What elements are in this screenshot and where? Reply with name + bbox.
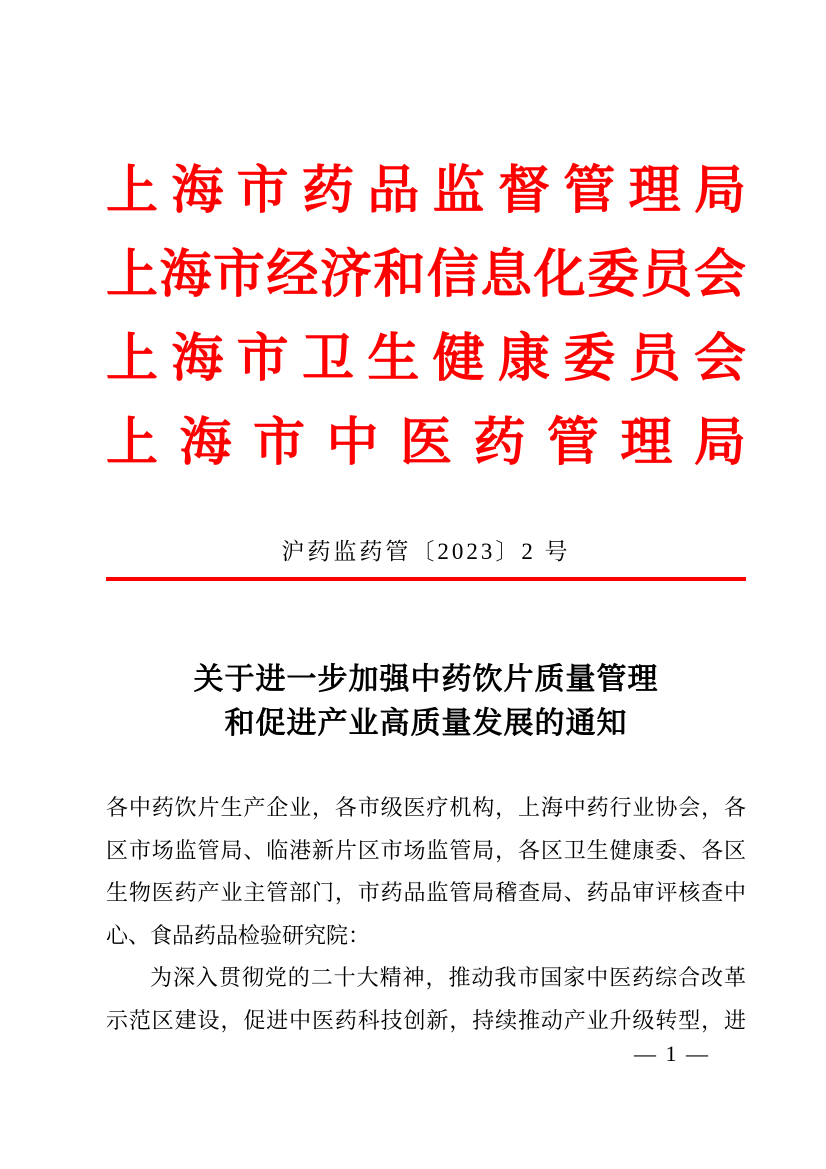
body-line-recipients-4: 心、食品药品检验研究院： xyxy=(106,922,371,948)
body-line-paragraph-2: 示范区建设，促进中医药科技创新，持续推动产业升级转型，进 xyxy=(106,1007,746,1033)
notice-title xyxy=(106,658,746,746)
agency-line-health-commission: 上 海 市 卫 生 健 康 委 员 会 xyxy=(106,331,746,388)
body-paragraphs xyxy=(106,787,746,1042)
agency-line-economy-informatization-commission: 上 海 市 经 济 和 信 息 化 委 员 会 xyxy=(106,247,746,304)
red-separator-line xyxy=(106,577,746,581)
body-line-recipients-1: 各中药饮片生产企业，各市级医疗机构，上海中药行业协会，各 xyxy=(106,795,746,820)
body-line-paragraph-1: 为深入贯彻党的二十大精神，推动我市国家中医药综合改革 xyxy=(150,965,746,990)
body-line-recipients-2: 区市场监管局、临港新片区市场监管局，各区卫生健康委、各区 xyxy=(106,837,746,863)
agency-line-drug-administration: 上 海 市 药 品 监 督 管 理 局 xyxy=(106,163,746,220)
page-number: — 1 — xyxy=(634,1041,710,1066)
document-reference-number: 沪药监药管〔2023〕2 号 xyxy=(281,539,571,564)
agency-line-tcm-administration: 上 海 市 中 医 药 管 理 局 xyxy=(106,415,746,472)
issuing-agencies-header xyxy=(106,163,746,502)
body-line-recipients-3: 生物医药产业主管部门，市药品监管局稽查局、药品审评核查中 xyxy=(106,880,746,905)
notice-title-line-1: 关于进一步加强中药饮片质量管理 xyxy=(193,663,659,696)
notice-title-line-2: 和促进产业高质量发展的通知 xyxy=(224,707,628,740)
